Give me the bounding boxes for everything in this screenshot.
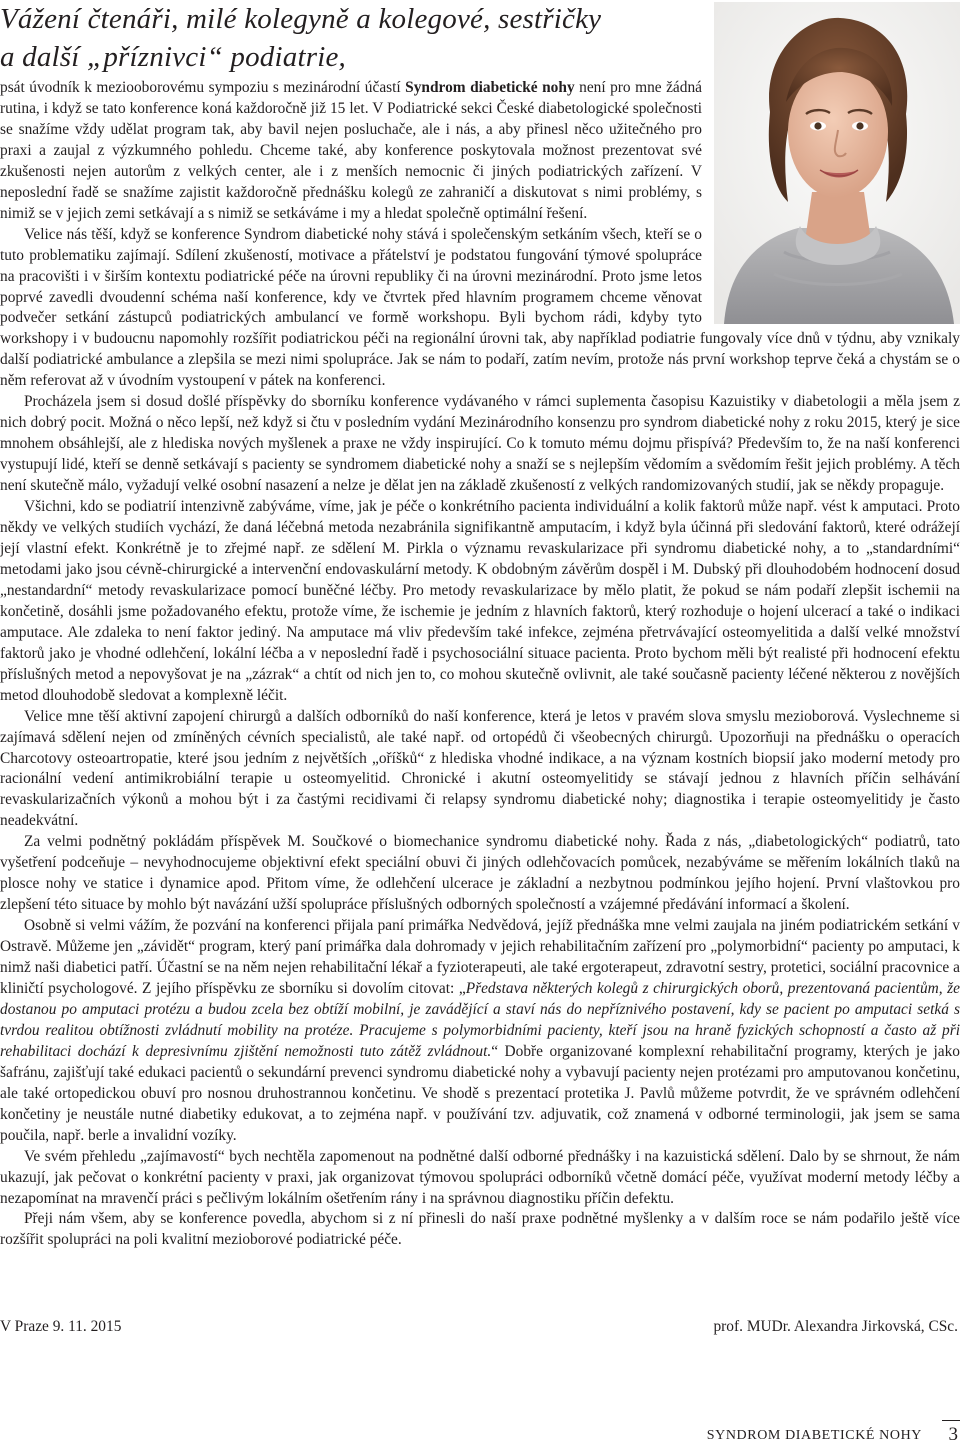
page-number: 3	[948, 1424, 958, 1445]
editorial-body	[0, 78, 960, 1251]
paragraph-5: Velice mne těší aktivní zapojení chirurgů a dalších odborníků do naší konference, která je letos v pravém slova smyslu mezioborová. Vyslechneme si zajímavá sdělení nejen od zmíněných cévních specialistů, ale také např. od ortopédů či všeobecných chirurgů. Upozorňuji na přednášku o operacích Charcotovy osteoartropatie, které jsou jedním z největších „oříšků“ z hlediska vhodné indikace, a na význam kostních biopsií jako moderní metody pro racionální vedení antimikrobiální terapie u osteomyelitid. Chronické i akutní osteomyelitidy se stávají jednou z hlavních příčin selhávání revaskularizačních výkonů a mohou být i za častými recidivami či relapsy syndromu diabetické nohy; diagnostika i terapie osteomyelitidy je často neadekvátní.	[0, 707, 960, 830]
paragraph-7: Osobně si velmi vážím, že pozvání na konferenci přijala paní primářka Nedvědová, jejíž přednáška mne velmi zaujala na jiném podiatrickém setkání v Ostravě. Můžeme jen „závidět“ program, který paní primářka dala dohromady v jejich rehabilitačním zařízení pro „polymorbidní“ pacienty po amputaci, k nimž naši diabetici patří. Účastní se na něm nejen rehabilitační lékař a fyzioterapeuti, ale také ergoterapeut, zdravotní sestry, protetici, sociální pracovnice a kliničtí psychologové. Z jejího příspěvku ze sborníku si dovolím citovat: „Představa některých kolegů z chirurgických oborů, prezentovaná pacientům, že dostanou po amputaci protézu a budou zcela bez obtíží mobilní, je zavádějící a staví nás do nepříznivého postavení, kdy se pacient po amputaci setká s tvrdou realitou obtížnosti zvládnutí mobility na protéze. Pracujeme s polymorbidními pacienty, kteří jsou na hraně fyzických schopností a často až při rehabilitaci dochází k depresivnímu zjištění nemožnosti tuto zátěž zvládnout.“ Dobře organizované komplexní rehabilitační programy, kterých je jako šafránu, zajišťují také edukaci pacientů o sekundární prevenci syndromu diabetické nohy a vybavují pacienty nejen protézami pro amputovanou končetinu, ale také ortopedickou obuví pro nosnou druhostrannou končetinu. Ve shodě s prezentací protetika J. Pavlů můžeme potvrdit, že ve správném odlehčení končetiny je neustále nutné diabetiky edukovat, a to zejména např. v používání tzv. adjuvatik, což znamená v odborné terminologii, jak jsem se sama poučila, např. berle a invalidní vozíky.	[0, 917, 960, 1144]
title-line-2: a další „příznivci“ podiatrie,	[0, 41, 346, 73]
paragraph-9: Přeji nám všem, aby se konference povedla, abychom si z ní přinesli do naší praxe podnětné myšlenky a v dalším roce se nám podařilo ještě více rozšířit spolupráci na poli kvalitní mezioborové podiatrické péče.	[0, 1210, 960, 1249]
page-title	[0, 0, 700, 76]
paragraph-2: Velice nás těší, když se konference Syndrom diabetické nohy stává i společenským setkáním všech, kteří se o tuto problematiku zajímají. Sdílení zkušeností, motivace a přátelství je podstatou fungování týmové spolupráce na pracovišti i v širším kontextu podiatrické péče na úrovni republiky či na úrovni mezinárodní. Proto jsme letos poprvé zavedli dvoudenní schéma naší konference, kdy ve čtvrtek před hlavním programem chceme věnovat podvečer setkání zástupců podiatrických ambulancí ve formě workshopu. Byli bychom rádi, kdyby tyto workshopy i v budoucnu napomohly rozšířit podiatrickou péči na regionální úrovni tak, aby například podiatrie fungovaly více dnů v týdnu, aby vznikaly další podiatrické ambulance a zlepšila se mezi nimi spolupráce. Jak se nám to podaří, zatím nevím, protože nás první workshop teprve čeká a chystám se o něm referovat až v úvodním vystoupení v pátek na konferenci.	[0, 225, 960, 390]
author-name: prof. MUDr. Alexandra Jirkovská, CSc.	[713, 1318, 958, 1335]
page-footer	[620, 1420, 960, 1450]
place-date: V Praze 9. 11. 2015	[0, 1318, 122, 1335]
emphasis-syndrome-title: Syndrom diabetické nohy	[405, 79, 575, 96]
paragraph-4: Všichni, kdo se podiatrií intenzivně zabýváme, víme, jak je péče o konkrétního pacienta individuální a kolik faktorů může např. vést k amputaci. Proto někdy ve velkých studiích vychází, že daná léčebná metoda nezabránila signifikantně amputacím, i když byla účinná při sledování faktorů, které odrážejí její vlastní efekt. Konkrétně je to zřejmé např. ze sdělení M. Pirkla o významu revaskularizace při syndromu diabetické nohy, a to „standardními“ metodami jako jsou cévně-chirurgické a intervenční endovaskulární metody. K obdobným závěrům dospěl i M. Dubský při dlouhodobém hodnocení dosud „nestandardní“ metody revaskularizace pomocí buněčné léčby. Pro metody revaskularizace by mělo platit, že pokud se nám podaří zlepšit ischemii na končetině, dosáhli jsme požadovaného efektu, protože víme, že ischemie je jedním z hlavních faktorů, který rozhoduje o hojení ulcerací a také o indikaci amputace. Ale zdaleka to není faktor jediný. Na amputace má vliv především také infekce, zejména přetrvávající osteomyelitida a další velké množství faktorů jako je vhodné odlehčení, lokální léčba a v neposlední řadě i psychosociální situace pacienta. Proto bychom měli být realisté při hodnocení efektu příslušných metod a nepovyšovat je na „zázrak“ a chtít od nich jen to, co mohou skutečně ovlivnit, ale také současně pacienty léčené některou z novějších metod dlouhodobě sledovat a komplexně léčit.	[0, 498, 960, 704]
journal-name: SYNDROM DIABETICKÉ NOHY	[706, 1428, 922, 1443]
paragraph-1: psát úvodník k meziooborovému sympoziu s mezinárodní účastí Syndrom diabetické nohy není pro mne žádná rutina, i když se tato konference koná každoročně již 15 let. V Podiatrické sekci České diabetologické společnosti se snažíme vždy udělat program tak, aby bavil nejen posluchače, ale i nás, a aby přinesl něco užitečného pro praxi a zaujal z výzkumného pohledu. Chceme také, aby konference poskytovala možnost prezentovat své zkušenosti nejen autorům z velkých center, ale i z menších nemocnic či jiných podiatrických zařízení. V neposlední řadě se snažíme zajistit každoročně přednášku kolegů ze zahraničí a diskutovat s nimi problémy, s nimiž se v jejich zemi setkávají a s nimiž se setkáváme i my a hledat společně optimální řešení.	[0, 79, 702, 222]
title-line-1: Vážení čtenáři, milé kolegyně a kolegové, sestřičky	[0, 3, 602, 35]
paragraph-8: Ve svém přehledu „zajímavostí“ bych nechtěla zapomenout na podnětné další odborné přednášky i na kazuistická sdělení. Dalo by se shrnout, že nám ukazují, jak pečovat o konkrétní pacienty v praxi, jak organizovat týmovou spolupráci odborníků včetně domácí péče, využívat moderní metody léčby a nezapomínat na mravenčí práci s pečlivým lokálním ošetřením rány i na správnou diagnostiku příčin defektu.	[0, 1147, 960, 1207]
paragraph-6: Za velmi podnětný pokládám příspěvek M. Součkové o biomechanice syndromu diabetické nohy. Řada z nás, „diabetologických“ podiatrů, tato vyšetření podceňuje – nevyhodnocujeme objektivní efekt speciální obuvi či jiných odlehčovacích pomůcek, nezabýváme se měřením lokálních tlaků na plosce nohy ve statice i dynamice apod. Přitom víme, že odlehčení ulcerace je základní a nezbytnou podmínkou jejího hojení. První vlaštovkou pro zlepšení této situace by mohlo být navázání užší spolupráce příslušných odborných společností a vzájemné předávání informací a školení.	[0, 833, 960, 914]
quotation-italic: Představa některých kolegů z chirurgických oborů, prezentovaná pacientům, že dostanou po amputaci protézu a budou zcela bez obtíží mobilní, je zavádějící a staví nás do nepříznivého postavení, kdy se pacient po amputaci setká s tvrdou realitou obtížnosti zvládnutí mobility na protéze. Pracujeme s polymorbidními pacienty, kteří jsou na hraně fyzických schopností a často až při rehabilitaci dochází k depresivnímu zjištění nemožnosti tuto zátěž zvládnout.	[0, 979, 960, 1060]
footer-rule	[942, 1420, 960, 1421]
paragraph-3: Procházela jsem si dosud došlé příspěvky do sborníku konference vydávaného v rámci suplementa časopisu Kazuistiky v diabetologii a měla jsem z nich dobrý pocit. Možná o něco lepší, než když si čtu v posledním vydání Mezinárodního konsenzu pro syndrom diabetické nohy z roku 2015, který je sice mnohem obsáhlejší, ale z hlediska nových myšlenek a praxe ne vždy inspirující. Co k tomuto mému dojmu přispívá? Především to, že na naší konferenci vystupují lidé, kteří se denně setkávají s pacienty se syndromem diabetické nohy a snaží se s nejlepším vědomím a svědomím řešit jejich problémy. A těch není skutečně málo, vyžadují velké osobní nasazení a nelze je dělat jen na základě zkušeností z velkých randomizovaných studií, jak se někdy propaguje.	[0, 393, 960, 495]
